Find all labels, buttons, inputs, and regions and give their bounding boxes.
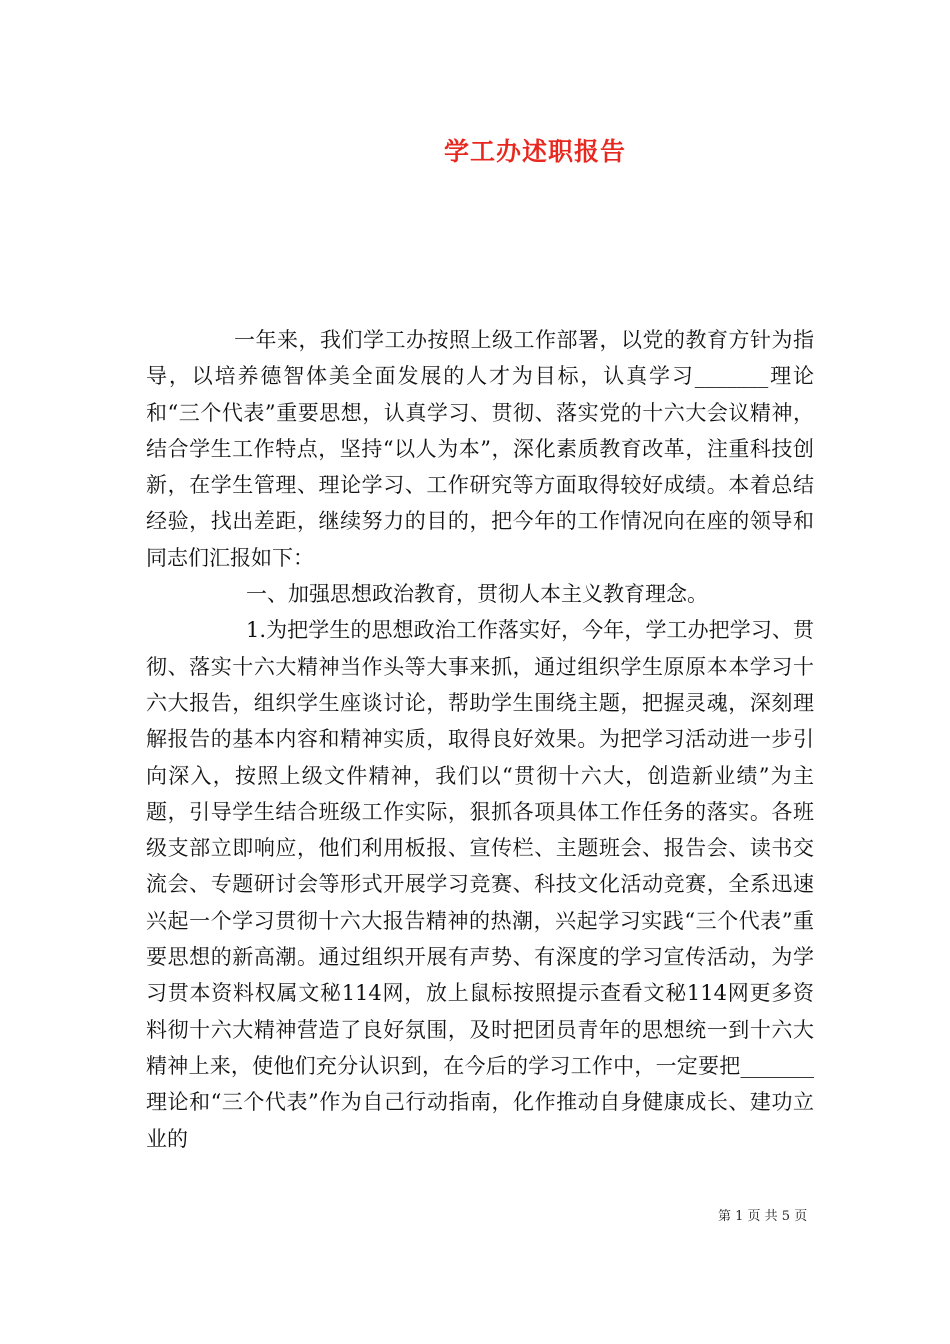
section-heading: 一、加强思想政治教育，贯彻人本主义教育理念。 [246,582,708,607]
page-number-footer: 第 1 页 共 5 页 [718,1209,808,1224]
document-title: 学工办述职报告 [443,137,626,166]
section-paragraph: 1.为把学生的思想政治工作落实好，今年，学工办把学习、贯彻、落实十六大精神当作头等大事来抓，通过组织学生原原本本学习十六大报告，组织学生座谈讨论，帮助学生围绕主题，把握灵魂，深刻理解报告的基本内容和精神实质，取得良好效果。为把学习活动进一步引向深入，按照上级文件精神，我们以“贯彻十六大，创造新业绩”为主题，引导学生结合班级工作实际，狠抓各项具体工作任务的落实。各班级支部立即响应，他们利用板报、宣传栏、主题班会、报告会、读书交流会、专题研讨会等形式开展学习竞赛、科技文化活动竞赛，全系迅速兴起一个学习贯彻十六大报告精神的热潮，兴起学习实践“三个代表”重要思想的新高潮。通过组织开展有声势、有深度的学习宣传活动，为学习贯本资料权属文秘114网，放上鼠标按照提示查看文秘114网更多资料彻十六大精神营造了良好氛围，及时把团员青年的思想统一到十六大精神上来，使他们充分认识到，在今后的学习工作中，一定要把_______理论和“三个代表”作为自己行动指南，化作推动自身健康成长、建功立业的 [146,618,814,1151]
intro-paragraph: 一年来，我们学工办按照上级工作部署，以党的教育方针为指导，以培养德智体美全面发展的人才为目标，认真学习_______理论和“三个代表”重要思想，认真学习、贯彻、落实党的十六大会议精神，结合学生工作特点，坚持“以人为本”，深化素质教育改革，注重科技创新，在学生管理、理论学习、工作研究等方面取得较好成绩。本着总结经验，找出差距，继续努力的目的，把今年的工作情况向在座的领导和同志们汇报如下： [146,328,814,570]
document-body [146,322,814,1157]
